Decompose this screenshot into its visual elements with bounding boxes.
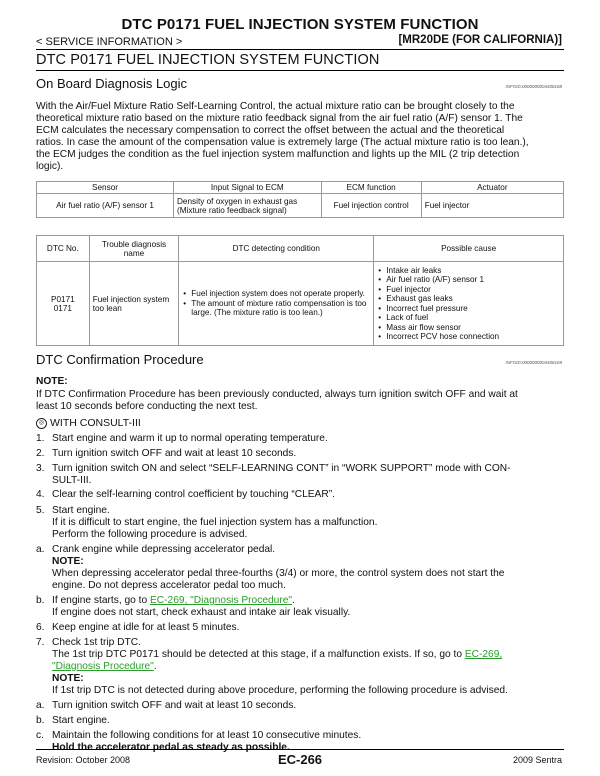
list-item: • Incorrect fuel pressure xyxy=(386,304,560,314)
list-item: • Exhaust gas leaks xyxy=(386,294,560,304)
col-input-signal: Input Signal to ECM xyxy=(174,182,322,194)
list-item: • Fuel injection system does not operate properly. xyxy=(191,289,370,299)
table-header-row xyxy=(37,236,564,262)
diagnosis-procedure-link[interactable]: "Diagnosis Procedure" xyxy=(52,661,154,672)
list-item: • Air fuel ratio (A/F) sensor 1 xyxy=(386,275,560,285)
sensor-table xyxy=(36,181,564,218)
page-number: EC-266 xyxy=(277,752,323,767)
footer-rule xyxy=(36,749,564,750)
table-header-row xyxy=(37,182,564,194)
diagnosis-procedure-link[interactable]: EC-269, xyxy=(464,649,503,660)
trouble-diagnosis-cell: Fuel injection system too lean xyxy=(89,262,179,346)
diagnosis-procedure-link[interactable]: EC-269, "Diagnosis Procedure" xyxy=(149,595,292,606)
list-item: • Fuel injector xyxy=(386,285,560,295)
revision-date: Revision: October 2008 xyxy=(36,755,131,765)
manual-page: DTC P0171 FUEL INJECTION SYSTEM FUNCTION < SERVICE INFORMATION > [MR20DE (FOR CALIFORNIA)] DTC P0171 FUEL INJECTION SYSTEM FUNCTION On Board Diagnosis Logic INFOID:0000000004408168 With the Air/Fuel Mixture Ratio Self-Learning Control, the actual mixture ratio can be brought closely to the theoretical mixture ratio based on the mixture ratio feedback signal from the air fuel ratio (A/F) sensor 1. The ECM calculates the necessary compensation to correct the offset between the actual and the theoretical ratios. In case the amount of the compensation value is extremely large (The actual mixture ratio is too lean.), the ECM judges the condition as the fuel injection system malfunction and lights up the MIL (2 trip detection logic). Sensor Input Signal to ECM ECM function Actuator Air fuel ratio (A/F) sensor 1 Density of oxygen in exhaust gas (Mixture ratio feedback signal) Fuel injection control Fuel injector DTC No. Trouble diagnosis name DTC detecting condition Possible cause P0171 0171 Fuel injection system too lean • Fuel injection system does not operate properly. • The amount of mixture ratio compensation is too large. (The mixture ratio is too lean.) • Intake air leaks • Air fuel ratio (A/F) sensor 1 • Fuel injector • Exhaust gas leaks • Incorrect fuel pressure • Lack of fuel • Mass air flow sensor • Incorrect PCV hose connection DTC Confirmation Procedure INFOID:0000000004408169 NOTE: If DTC Confirmation Procedure has been previously conducted, always turn ignition switch OFF and wait at least 10 seconds before conducting the next test. ◎ WITH CONSULT-III 1. Start engine and warm it up to normal operating temperature. 2. Turn ignition switch OFF and wait at least 10 seconds. 3. Turn ignition switch ON and select “SELF-LEARNING CONT” in “WORK SUPPORT” mode with CON- SULT-III. 4. Clear the self-learning control coefficient by touching “CLEAR”. 5. Start engine. If it is difficult to start engine, the fuel injection system has a malfunction. Perform the following procedure is advised. a. Crank engine while depressing accelerator pedal. NOTE: When depressing accelerator pedal three-fourths (3/4) or more, the control system does not start the engine. Do not depress accelerator pedal too much. b. If engine starts, go to EC-269, "Diagnosis Procedure". If engine does not start, check exhaust and intake air leak visually. 6. Keep engine at idle for at least 5 minutes. 7. Check 1st trip DTC. The 1st trip DTC P0171 should be detected at this stage, if a malfunction exists. If so, go to EC-269, "Diagnosis Procedure". NOTE: If 1st trip DTC is not detected during above procedure, performing the following procedure is advised. a. Turn ignition switch OFF and wait at least 10 seconds. b. Start engine. c. Maintain the following conditions for at least 10 consecutive minutes. Hold the accelerator pedal as steady as possible. Revision: October 2008 EC-266 2009 Sentra xyxy=(0,0,600,776)
obd-heading: On Board Diagnosis Logic xyxy=(36,76,188,91)
section-title: DTC P0171 FUEL INJECTION SYSTEM FUNCTION xyxy=(36,52,380,68)
actuator-cell: Fuel injector xyxy=(421,194,563,218)
note-label: NOTE: xyxy=(36,376,68,387)
list-item: • Lack of fuel xyxy=(386,313,560,323)
running-title: DTC P0171 FUEL INJECTION SYSTEM FUNCTION xyxy=(121,16,479,33)
col-actuator: Actuator xyxy=(421,182,563,194)
col-ecm-function: ECM function xyxy=(321,182,421,194)
obd-infoid: INFOID:0000000004408168 xyxy=(505,84,562,89)
note-text-line: If DTC Confirmation Procedure has been previously conducted, always turn ignition switch OFF and wait at xyxy=(36,389,518,400)
dtc-table xyxy=(36,235,564,346)
col-trouble-diagnosis: Trouble diagnosis name xyxy=(89,236,179,262)
table-row xyxy=(37,194,564,218)
col-detecting-condition: DTC detecting condition xyxy=(179,236,374,262)
col-dtc-no: DTC No. xyxy=(37,236,90,262)
detecting-condition-cell xyxy=(179,262,374,346)
engine-model-label: [MR20DE (FOR CALIFORNIA)] xyxy=(398,34,562,46)
list-item: • Intake air leaks xyxy=(386,266,560,276)
table-row xyxy=(37,262,564,346)
possible-cause-cell xyxy=(374,262,564,346)
section-rule xyxy=(36,70,564,71)
list-item: • Mass air flow sensor xyxy=(386,323,560,333)
header-rule xyxy=(36,49,564,50)
note-text-line: least 10 seconds before conducting the next test. xyxy=(36,401,258,412)
ecm-function-cell: Fuel injection control xyxy=(321,194,421,218)
list-item: • The amount of mixture ratio compensation is too large. (The mixture ratio is too lean.) xyxy=(191,299,370,318)
confirmation-infoid: INFOID:0000000004408169 xyxy=(505,360,562,365)
dtc-no-cell: P0171 0171 xyxy=(37,262,90,346)
col-sensor: Sensor xyxy=(37,182,174,194)
col-possible-cause: Possible cause xyxy=(374,236,564,262)
confirmation-heading: DTC Confirmation Procedure xyxy=(36,352,204,367)
list-item: • Incorrect PCV hose connection xyxy=(386,332,560,342)
service-info-label: < SERVICE INFORMATION > xyxy=(36,36,183,48)
sensor-cell: Air fuel ratio (A/F) sensor 1 xyxy=(37,194,174,218)
consult-heading: ◎ WITH CONSULT-III xyxy=(36,417,141,429)
input-signal-cell: Density of oxygen in exhaust gas (Mixture ratio feedback signal) xyxy=(174,194,322,218)
consult-icon: ◎ xyxy=(36,418,47,429)
vehicle-model: 2009 Sentra xyxy=(512,755,562,765)
